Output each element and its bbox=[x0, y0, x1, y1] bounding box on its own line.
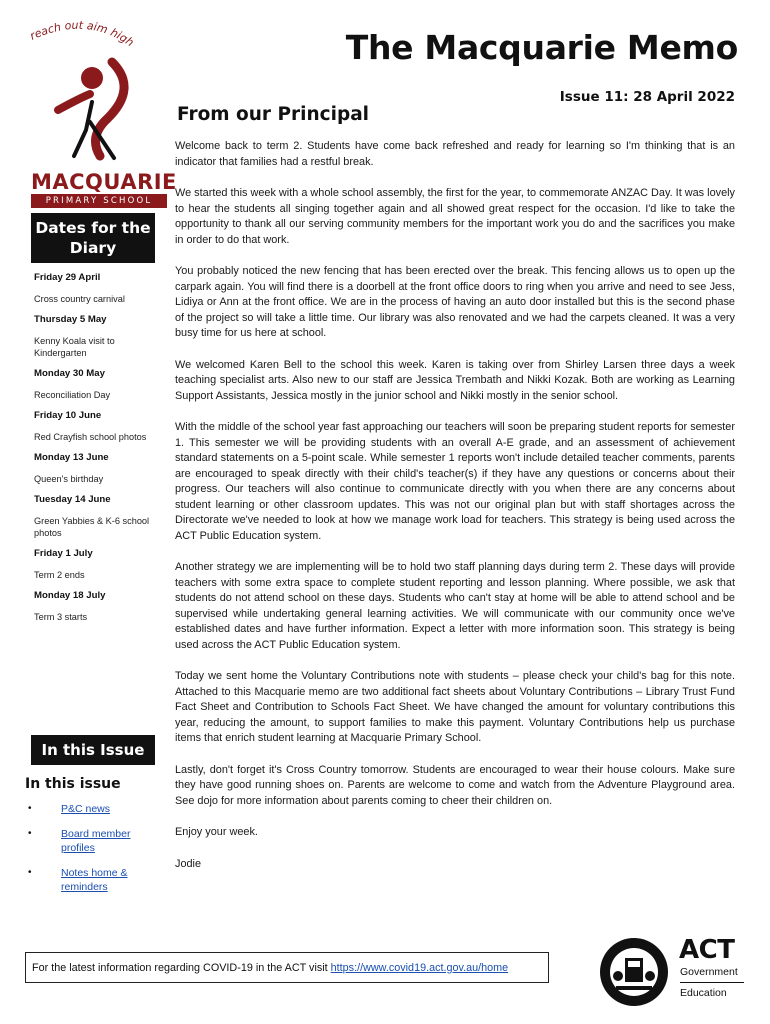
date-label: Tuesday 14 June bbox=[34, 494, 111, 505]
list-item bbox=[28, 802, 158, 816]
event-label: Cross country carnival bbox=[34, 294, 125, 304]
event-label: Queen's birthday bbox=[34, 474, 104, 484]
date-label: Friday 10 June bbox=[34, 410, 102, 421]
paragraph: We started this week with a whole school assembly, the first for the year, to commemorate ANZAC Day. It was lovely to hear the students all singing together again and all showed great respect for the occasion. I'd like to take the opportunity to thank all our serving community members for the important work you do and the sacrifices you make in order to do that work. bbox=[175, 187, 735, 246]
section-title: From our Principal bbox=[177, 104, 370, 125]
logo-wordmark: MACQUARIE bbox=[31, 170, 177, 194]
covid-info-text: For the latest information regarding COVID-19 in the ACT visit bbox=[32, 962, 331, 974]
divider bbox=[680, 982, 744, 983]
covid-info-link[interactable]: https://www.covid19.act.gov.au/home bbox=[330, 962, 509, 974]
link-board-member-profiles[interactable]: Board member profiles bbox=[61, 828, 131, 854]
dates-heading-line1: Dates for the bbox=[35, 219, 151, 237]
in-this-issue-heading: In this issue bbox=[25, 776, 121, 792]
principal-message bbox=[175, 139, 735, 888]
date-label: Thursday 5 May bbox=[34, 314, 107, 325]
date-item bbox=[34, 272, 159, 305]
date-label: Monday 18 July bbox=[34, 590, 106, 601]
newsletter-title: The Macquarie Memo bbox=[345, 28, 738, 67]
date-item bbox=[34, 368, 159, 401]
paragraph: Lastly, don't forget it's Cross Country tomorrow. Students are encouraged to wear their house colours. Make sure they have good running shoes on. Parents are welcome to come and watch from the Adventure Playground area. See dojo for more information about parents coming to cheer their children on. bbox=[175, 763, 735, 807]
date-label: Friday 29 April bbox=[34, 272, 101, 283]
event-label: Kenny Koala visit to Kindergarten bbox=[34, 336, 115, 358]
date-item bbox=[34, 590, 159, 623]
event-label: Red Crayfish school photos bbox=[34, 432, 147, 442]
date-item bbox=[34, 452, 159, 485]
list-item bbox=[28, 866, 158, 894]
bullet: • bbox=[28, 867, 32, 878]
link-notes-home-reminders[interactable]: Notes home & reminders bbox=[61, 867, 128, 893]
act-education-label: Education bbox=[680, 987, 727, 999]
date-item bbox=[34, 410, 159, 443]
logo-subtitle: PRIMARY SCHOOL bbox=[31, 194, 167, 208]
covid-info-box bbox=[25, 952, 549, 983]
date-item bbox=[34, 548, 159, 581]
date-label: Friday 1 July bbox=[34, 548, 93, 559]
date-label: Monday 30 May bbox=[34, 368, 105, 379]
dates-heading-box bbox=[31, 213, 155, 263]
paragraph: You probably noticed the new fencing that has been erected over the break. This fencing allows us to open up the carpark again. You will find there is a doorbell at the front office doors to ring when you arrive and need to see Jess, Lidiya or Ann at the front office. We are in the process of having an auto door installed but this is the second phase of the project so will take a little time. Our library was also renovated and we had the carpets cleaned. It was a very busy time for us here at school. bbox=[175, 265, 735, 339]
signature: Jodie bbox=[175, 857, 202, 870]
act-wordmark: ACT bbox=[679, 935, 735, 965]
school-logo bbox=[28, 18, 177, 208]
act-coat-of-arms-icon bbox=[598, 936, 670, 1008]
in-this-issue-box: In this Issue bbox=[31, 735, 155, 765]
date-item bbox=[34, 314, 159, 359]
paragraph: Welcome back to term 2. Students have come back refreshed and ready for learning so I'm thinking that is an indicator that families had a restful break. bbox=[175, 140, 735, 168]
link-pc-news[interactable]: P&C news bbox=[61, 803, 111, 815]
event-label: Green Yabbies & K-6 school photos bbox=[34, 516, 150, 538]
event-label: Term 3 starts bbox=[34, 612, 88, 622]
event-label: Term 2 ends bbox=[34, 570, 85, 580]
paragraph: We welcomed Karen Bell to the school this week. Karen is taking over from Shirley Larsen three days a week teaching specialist arts. Also new to our staff are Jessica Trembath and Nikki Kozak. Both are working as Learning Support Assistants, Jessica mostly in the junior school and Nikki mostly in the senior school. bbox=[175, 358, 735, 402]
paragraph: With the middle of the school year fast approaching our teachers will soon be preparing student reports for semester 1. This semester we will be providing students with an overall A-E grade, and an assessment of achievement standard statements on a 5-point scale. While semester 1 reports won't include detailed teacher comments, parents are encouraged to speak directly with their child's teacher(s) if they have any questions or concerns about their progress. Our teachers will also continue to communicate directly with you when there are any concerns about student learning or other classroom updates. This was not our original plan but with staff shortages across the Directorate we've needed to look at how we manage work load for teachers. This strategy is being used across the ACT Public Education system. bbox=[175, 421, 735, 542]
date-label: Monday 13 June bbox=[34, 452, 109, 463]
in-this-issue-list bbox=[28, 802, 158, 905]
issue-label: Issue 11: 28 April 2022 bbox=[559, 89, 735, 105]
logo-figure-icon bbox=[28, 18, 170, 168]
act-government-logo bbox=[598, 936, 748, 1006]
event-label: Reconciliation Day bbox=[34, 390, 111, 400]
dates-list bbox=[34, 272, 159, 632]
dates-heading-line2: Diary bbox=[69, 239, 117, 257]
date-item bbox=[34, 494, 159, 539]
paragraph: Today we sent home the Voluntary Contributions note with students – please check your child's bag for this note. Attached to this Macquarie memo are two additional fact sheets about Voluntary Contributions – Library Trust Fund Fact Sheet and Contribution to Schools Fact Sheet. We have changed the amount for voluntary contributions this year, reducing the amount, to support families to make this payment. Voluntary Contributions help us purchase items that enrich student learning at Macquarie Primary School. bbox=[175, 670, 735, 744]
bullet: • bbox=[28, 828, 32, 839]
bullet: • bbox=[28, 803, 32, 814]
act-government-label: Government bbox=[680, 966, 738, 978]
paragraph: Another strategy we are implementing will be to hold two staff planning days during term 2. These days will provide teachers with some extra space to complete student reporting and lesson planning. Where possible, we ask that students do not attend school on these days. Students who can't stay at home will be able to attend school and be supervised while undertaking general learning activities. We will communicate with our community once we've established dates and have further information. Expect a letter with more information soon. This strategy is being used across the ACT Public Education system. bbox=[175, 561, 735, 651]
logo-tagline-text: reach out aim high bbox=[28, 18, 137, 50]
paragraph: Enjoy your week. bbox=[175, 826, 258, 838]
list-item bbox=[28, 827, 158, 855]
